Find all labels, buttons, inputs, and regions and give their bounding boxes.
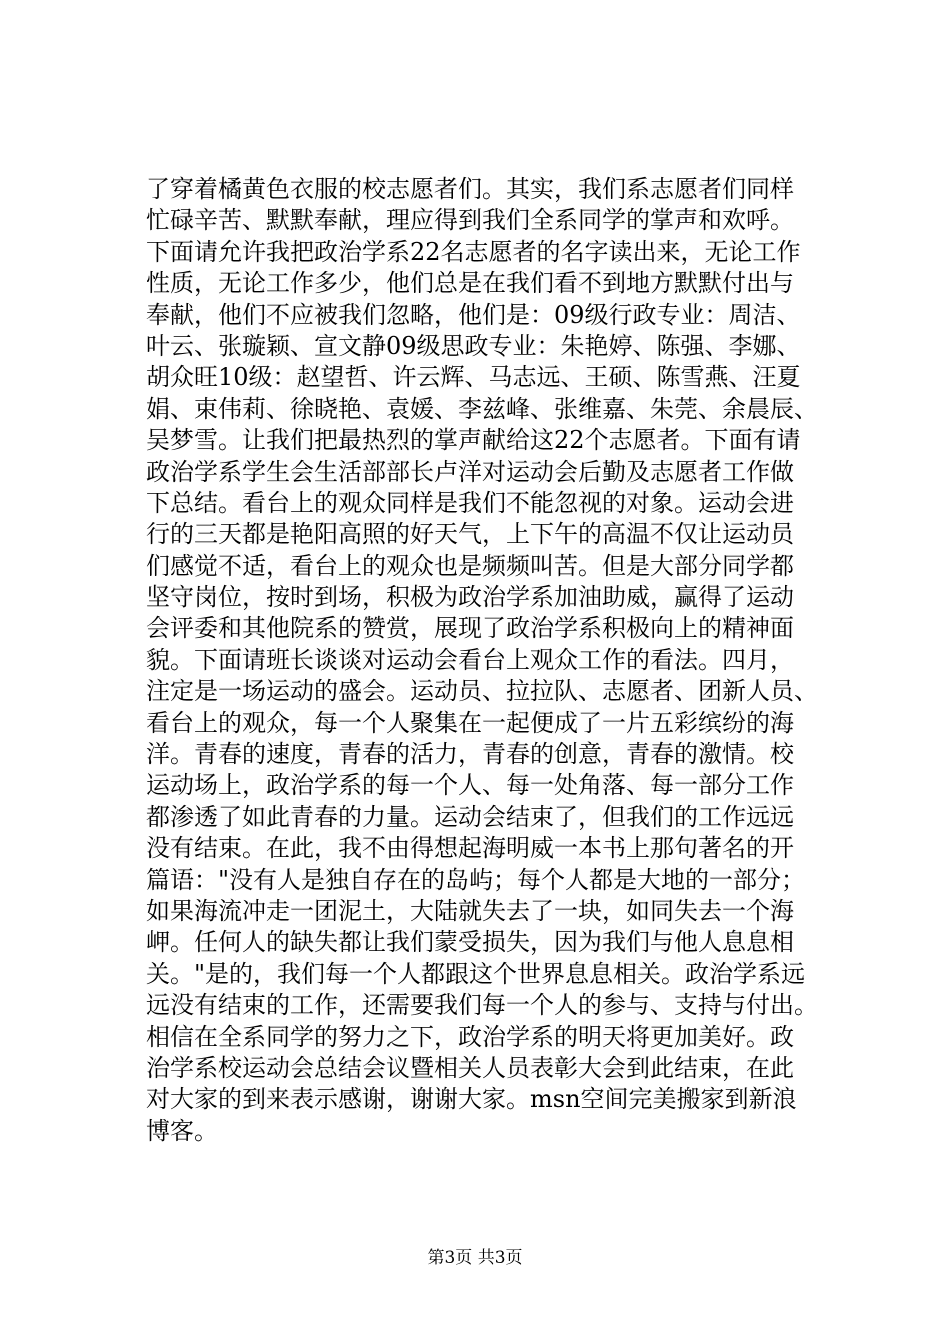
text-line: 博客。: [146, 1116, 218, 1145]
text-line: 会评委和其他院系的赞赏，展现了政治学系积极向上的精神面: [146, 614, 794, 643]
text-line: 行的三天都是艳阳高照的好天气，上下午的高温不仅让运动员: [146, 520, 794, 549]
text-line: 远没有结束的工作，还需要我们每一个人的参与、支持与付出。: [146, 991, 818, 1020]
text-line: 忙碌辛苦、默默奉献，理应得到我们全系同学的掌声和欢呼。: [146, 206, 794, 235]
text-line: 们感觉不适，看台上的观众也是频频叫苦。但是大部分同学都: [146, 551, 794, 580]
text-line: 了穿着橘黄色衣服的校志愿者们。其实，我们系志愿者们同样: [146, 175, 794, 203]
text-line: 看台上的观众，每一个人聚集在一起便成了一片五彩缤纷的海: [146, 708, 794, 737]
text-line: 注定是一场运动的盛会。运动员、拉拉队、志愿者、团新人员、: [146, 677, 818, 706]
text-line: 岬。任何人的缺失都让我们蒙受损失，因为我们与他人息息相: [146, 928, 794, 957]
text-line: 奉献，他们不应被我们忽略，他们是：09级行政专业：周洁、: [146, 300, 801, 329]
text-line: 下总结。看台上的观众同样是我们不能忽视的对象。运动会进: [146, 488, 794, 517]
text-line: 下面请允许我把政治学系22名志愿者的名字读出来，无论工作: [146, 237, 801, 266]
text-line: 貌。下面请班长谈谈对运动会看台上观众工作的看法。四月，: [146, 645, 794, 674]
text-line: 性质，无论工作多少，他们总是在我们看不到地方默默付出与: [146, 269, 794, 298]
text-line: 娟、束伟莉、徐晓艳、袁媛、李兹峰、张维嘉、朱莞、余晨辰、: [146, 394, 818, 423]
text-line: 对大家的到来表示感谢，谢谢大家。msn空间完美搬家到新浪: [146, 1085, 797, 1114]
text-line: 坚守岗位，按时到场，积极为政治学系加油助威，赢得了运动: [146, 583, 794, 612]
text-line: 治学系校运动会总结会议暨相关人员表彰大会到此结束，在此: [146, 1053, 794, 1082]
body-text: [146, 174, 826, 1147]
text-line: 没有结束。在此，我不由得想起海明威一本书上那句著名的开: [146, 834, 794, 863]
text-line: 洋。青春的速度，青春的活力，青春的创意，青春的激情。校: [146, 740, 794, 769]
text-line: 吴梦雪。让我们把最热烈的掌声献给这22个志愿者。下面有请: [146, 426, 801, 455]
text-line: 运动场上，政治学系的每一个人、每一处角落、每一部分工作: [146, 771, 794, 800]
text-line: 如果海流冲走一团泥土，大陆就失去了一块，如同失去一个海: [146, 896, 794, 925]
text-line: 叶云、张璇颖、宣文静09级思政专业：朱艳婷、陈强、李娜、: [146, 331, 801, 360]
text-line: 政治学系学生会生活部部长卢洋对运动会后勤及志愿者工作做: [146, 457, 794, 486]
text-line: 篇语："没有人是独自存在的岛屿；每个人都是大地的一部分；: [146, 865, 806, 894]
text-line: 相信在全系同学的努力之下，政治学系的明天将更加美好。政: [146, 1022, 794, 1051]
text-line: 都渗透了如此青春的力量。运动会结束了，但我们的工作远远: [146, 802, 794, 831]
page-footer: 第3页 共3页: [427, 1248, 523, 1268]
text-line: 关。"是的，我们每一个人都跟这个世界息息相关。政治学系远: [146, 959, 806, 988]
text-line: 胡众旺10级：赵望哲、许云辉、马志远、王硕、陈雪燕、汪夏: [146, 363, 801, 392]
